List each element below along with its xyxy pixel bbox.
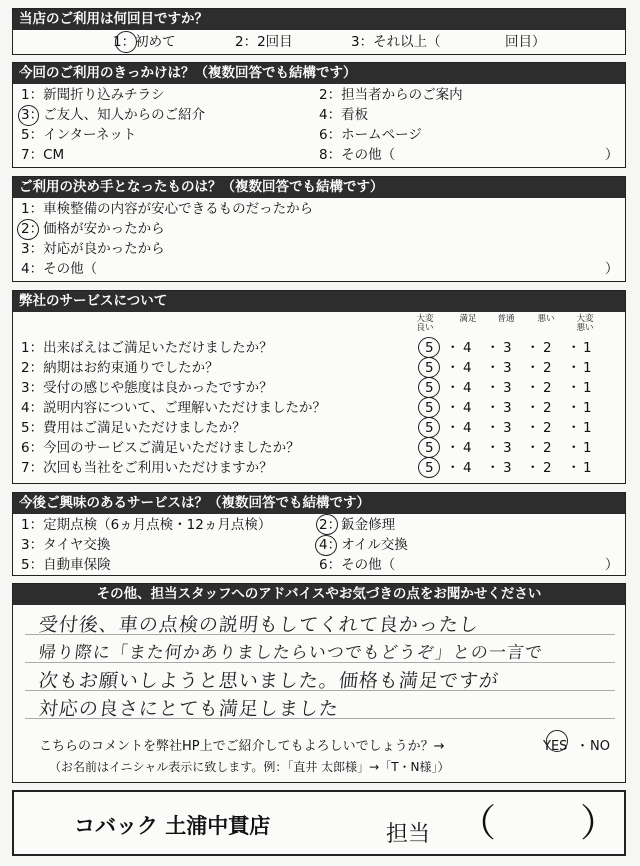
handwritten-comment-line-2: 帰り際に「また何かありましたらいつでもどうぞ」との一言で	[37, 643, 544, 663]
rating-question-1: 1：出来ばえはご満足いただけましたか？	[21, 340, 273, 356]
selection-circle	[418, 337, 440, 358]
rating-value[interactable]: 4	[463, 440, 472, 456]
trigger-option-8[interactable]: 8：その他（	[319, 147, 396, 163]
service-rating-title: 弊社のサービスについて	[13, 291, 625, 312]
rating-separator: ・	[567, 340, 581, 356]
selection-circle	[418, 357, 440, 378]
handwritten-comment-line-4: 対応の良さにとても満足しました	[37, 698, 341, 720]
name-display-note: （お名前はイニシャル表示に致します。例：「直井 太郎様」→「T・N様」）	[49, 760, 450, 774]
rating-separator: ・	[567, 380, 581, 396]
interest-option-1[interactable]: 1：定期点検（6ヵ月点検・12ヵ月点検）	[21, 517, 272, 533]
selection-circle	[18, 105, 39, 126]
rating-value[interactable]: 5	[425, 360, 434, 376]
trigger-option-6[interactable]: 6：ホームページ	[319, 127, 422, 143]
rating-separator: ・	[446, 460, 460, 476]
handwritten-comment-line-3: 次もお願いしようと思いました。価格も満足ですが	[37, 670, 501, 692]
comments-section	[12, 583, 626, 783]
rating-separator: ・	[446, 440, 460, 456]
deciding-close-paren: ）	[605, 261, 619, 277]
rating-separator: ・	[486, 400, 500, 416]
rating-separator: ・	[526, 420, 540, 436]
rating-separator: ・	[446, 380, 460, 396]
interest-option-3[interactable]: 3：タイヤ交換	[21, 537, 111, 553]
rating-separator: ・	[446, 400, 460, 416]
rating-value[interactable]: 1	[583, 340, 592, 356]
rating-value[interactable]: 3	[503, 420, 512, 436]
rating-value[interactable]: 3	[503, 340, 512, 356]
rating-separator: ・	[486, 460, 500, 476]
rating-separator: ・	[526, 440, 540, 456]
rating-value[interactable]: 5	[425, 420, 434, 436]
deciding-option-4[interactable]: 4：その他（	[21, 261, 98, 277]
scale-header-satisfied: 満足	[459, 314, 477, 324]
trigger-option-4[interactable]: 4：看板	[319, 107, 369, 123]
scale-header-very-good: 大変良い	[416, 314, 434, 333]
trigger-section	[12, 62, 626, 168]
rating-value[interactable]: 5	[425, 460, 434, 476]
comments-title: その他、担当スタッフへのアドバイスやお気づきの点をお聞かせください	[13, 584, 625, 605]
trigger-option-2[interactable]: 2：担当者からのご案内	[319, 87, 463, 103]
visit-count-section	[12, 8, 626, 55]
visit-option-more-suffix: 回目）	[505, 34, 546, 50]
deciding-factor-section	[12, 176, 626, 282]
visit-option-second[interactable]: 2：2回目	[235, 34, 293, 50]
selection-circle	[418, 457, 440, 478]
rating-separator: ・	[526, 380, 540, 396]
rating-value[interactable]: 3	[503, 400, 512, 416]
selection-circle	[315, 535, 337, 556]
rating-separator: ・	[567, 440, 581, 456]
deciding-option-3[interactable]: 3：対応が良かったから	[21, 241, 165, 257]
rating-value[interactable]: 2	[543, 440, 552, 456]
rating-separator: ・	[526, 340, 540, 356]
rating-value[interactable]: 3	[503, 440, 512, 456]
consent-no-option[interactable]: NO	[590, 739, 610, 754]
rating-value[interactable]: 4	[463, 360, 472, 376]
selection-circle	[418, 437, 440, 458]
rating-question-2: 2：納期はお約束通りでしたか？	[21, 360, 219, 376]
deciding-factor-title: ご利用の決め手となったものは？（複数回答でも結構です）	[13, 177, 625, 198]
rating-value[interactable]: 2	[543, 460, 552, 476]
rating-value[interactable]: 2	[543, 360, 552, 376]
rating-question-6: 6：今回のサービスご満足いただけましたか？	[21, 440, 300, 456]
interest-option-4[interactable]: 4：オイル交換	[319, 537, 408, 553]
rating-question-7: 7：次回も当社をご利用いただけますか？	[21, 460, 273, 476]
rating-separator: ・	[567, 420, 581, 436]
rating-value[interactable]: 4	[463, 380, 472, 396]
rating-value[interactable]: 5	[425, 340, 434, 356]
rating-value[interactable]: 1	[583, 400, 592, 416]
selection-circle	[546, 730, 568, 752]
interest-option-6[interactable]: 6：その他（	[319, 557, 396, 573]
consent-yes-option[interactable]: YES	[543, 739, 568, 754]
trigger-close-paren: ）	[605, 147, 619, 163]
rating-value[interactable]: 4	[463, 460, 472, 476]
rating-separator: ・	[567, 400, 581, 416]
trigger-title: 今回のご利用のきっかけは？（複数回答でも結構です）	[13, 63, 625, 84]
publish-consent-question: こちらのコメントを弊社HP上でご紹介してもよろしいでしょうか？→	[39, 739, 445, 754]
selection-circle	[17, 219, 39, 240]
visit-option-first[interactable]: 1：初めて	[113, 34, 176, 50]
rating-value[interactable]: 4	[463, 420, 472, 436]
rating-separator: ・	[486, 420, 500, 436]
rating-value[interactable]: 5	[425, 380, 434, 396]
rating-value[interactable]: 2	[543, 400, 552, 416]
rating-value[interactable]: 4	[463, 340, 472, 356]
rating-separator: ・	[526, 460, 540, 476]
rating-separator: ・	[486, 360, 500, 376]
rating-value[interactable]: 3	[503, 360, 512, 376]
future-interest-section	[12, 492, 626, 576]
trigger-option-5[interactable]: 5：インターネット	[21, 127, 137, 143]
selection-circle	[418, 417, 440, 438]
service-rating-section	[12, 290, 626, 484]
selection-circle	[418, 377, 440, 398]
rating-value[interactable]: 4	[463, 400, 472, 416]
rating-question-4: 4：説明内容について、ご理解いただけましたか？	[21, 400, 327, 416]
rating-question-3: 3：受付の感じや態度は良かったですか？	[21, 380, 273, 396]
selection-circle	[316, 514, 338, 535]
rating-value[interactable]: 1	[583, 360, 592, 376]
scale-header-average: 普通	[497, 314, 515, 324]
rating-separator: ・	[526, 360, 540, 376]
interest-option-2[interactable]: 2：鈑金修理	[319, 517, 396, 533]
visit-option-more[interactable]: 3：それ以上（	[351, 34, 441, 50]
rating-value[interactable]: 5	[425, 400, 434, 416]
visit-count-title: 当店のご利用は何回目ですか？	[13, 9, 625, 30]
rating-separator: ・	[446, 420, 460, 436]
selection-circle	[115, 31, 137, 53]
rating-value[interactable]: 1	[583, 380, 592, 396]
rating-separator: ・	[486, 380, 500, 396]
rating-value[interactable]: 3	[503, 380, 512, 396]
rating-separator: ・	[526, 400, 540, 416]
consent-separator: ・	[576, 739, 590, 754]
interest-option-5[interactable]: 5：自動車保険	[21, 557, 111, 573]
trigger-option-7[interactable]: 7：CM	[21, 147, 65, 163]
rating-value[interactable]: 5	[425, 440, 434, 456]
rating-value[interactable]: 2	[543, 380, 552, 396]
rating-value[interactable]: 2	[543, 420, 552, 436]
deciding-option-1[interactable]: 1：車検整備の内容が安心できるものだったから	[21, 201, 314, 217]
selection-circle	[418, 397, 440, 418]
staff-label: 担当	[386, 822, 431, 847]
handwritten-comment-line-1: 受付後、車の点検の説明もしてくれて良かったし	[37, 614, 481, 636]
future-interest-title: 今後ご興味のあるサービスは？（複数回答でも結構です）	[13, 493, 625, 514]
scale-header-very-bad: 大変悪い	[576, 314, 594, 333]
rating-separator: ・	[446, 340, 460, 356]
rating-value[interactable]: 3	[503, 460, 512, 476]
scale-header-bad: 悪い	[537, 314, 555, 324]
rating-separator: ・	[446, 360, 460, 376]
rating-separator: ・	[486, 340, 500, 356]
trigger-option-1[interactable]: 1：新聞折り込みチラシ	[21, 87, 165, 103]
deciding-option-2[interactable]: 2：価格が安かったから	[21, 221, 165, 237]
interest-close-paren: ）	[605, 557, 619, 573]
store-box	[12, 790, 626, 856]
rating-value[interactable]: 1	[583, 420, 592, 436]
store-name: コバック 土浦中貫店	[74, 814, 271, 838]
rating-separator: ・	[486, 440, 500, 456]
staff-close-paren: ）	[580, 801, 619, 845]
rating-question-5: 5：費用はご満足いただけましたか？	[21, 420, 246, 436]
staff-open-paren: （	[458, 801, 497, 845]
rating-value[interactable]: 2	[543, 340, 552, 356]
trigger-option-3[interactable]: 3：ご友人、知人からのご紹介	[21, 107, 206, 123]
rating-value[interactable]: 1	[583, 460, 592, 476]
rating-value[interactable]: 1	[583, 440, 592, 456]
rating-separator: ・	[567, 360, 581, 376]
rating-separator: ・	[567, 460, 581, 476]
